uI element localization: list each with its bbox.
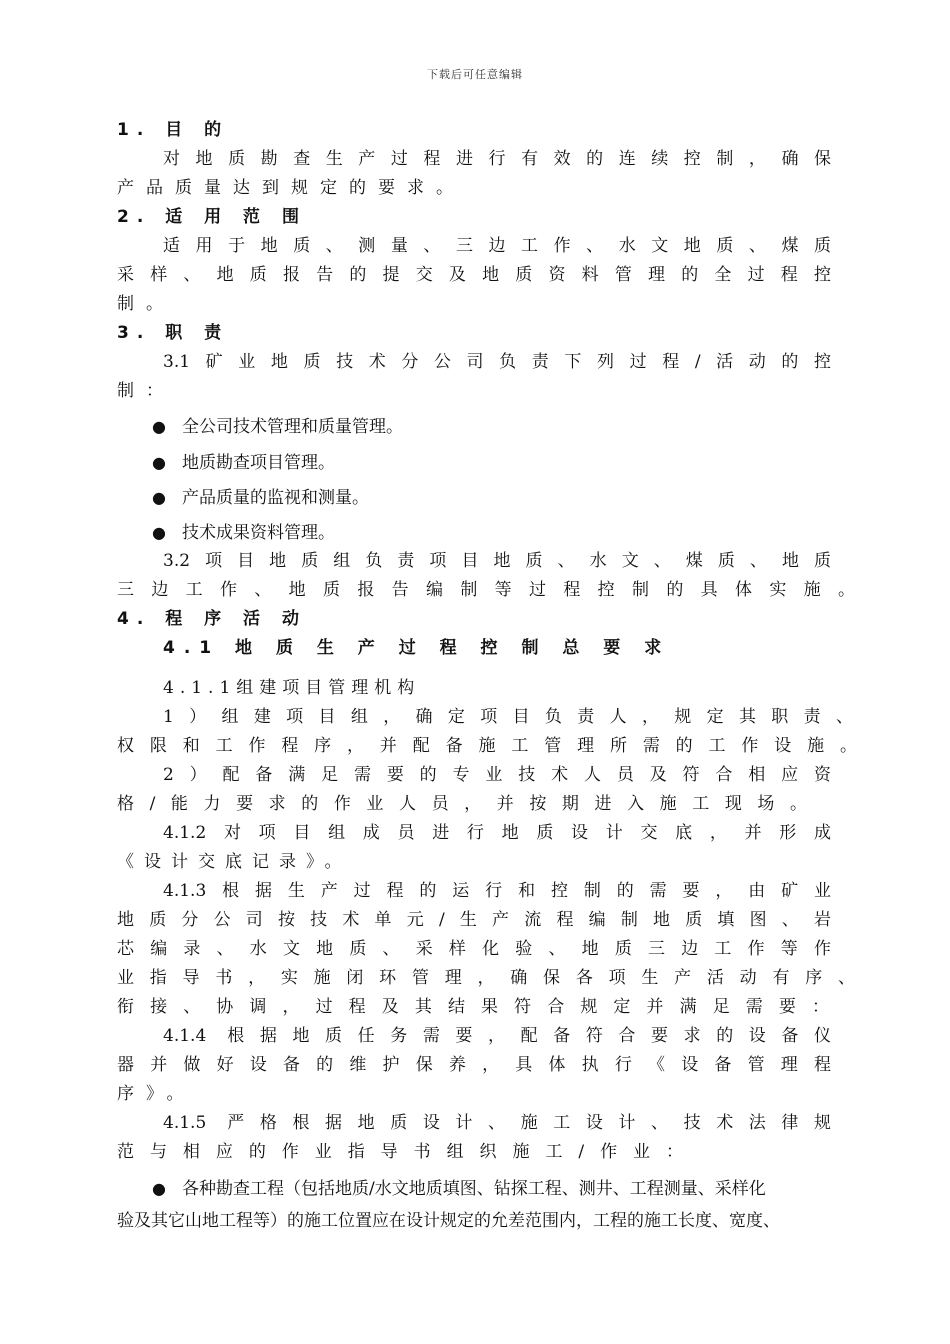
list-item: ● 全公司技术管理和质量管理。 bbox=[152, 417, 403, 437]
paragraph-line: 业指导书，实施闭环管理，确保各项生产活动有序、 bbox=[117, 968, 855, 988]
paragraph-line: 芯编录、水文地质、采样化验、地质三边工作等作 bbox=[117, 939, 831, 959]
paragraph-line: 4.1.3根据生产过程的运行和控制的需要，由矿业 bbox=[163, 881, 831, 901]
paragraph-line: 对地质勘查生产过程进行有效的连续控制，确保 bbox=[163, 149, 831, 169]
paragraph-line: 3.1矿业地质技术分公司负责下列过程/活动的控 bbox=[163, 352, 831, 372]
paragraph-line: 采样、地质报告的提交及地质资料管理的全过程控 bbox=[117, 265, 831, 285]
paragraph-line: 序》。 bbox=[117, 1084, 196, 1104]
paragraph-line: 地质分公司按技术单元/生产流程编制地质填图、岩 bbox=[117, 910, 831, 930]
paragraph-line: 1）组建项目组，确定项目负责人，规定其职责、 bbox=[163, 707, 853, 727]
paragraph-line: 验及其它山地工程等）的施工位置应在设计规定的允差范围内，工程的施工长度、宽度、 bbox=[117, 1211, 780, 1231]
paragraph-line: 适用于地质、测量、三边工作、水文地质、煤质 bbox=[163, 236, 831, 256]
section-2-heading: 2. 适 用 范 围 bbox=[117, 207, 307, 227]
section-4-heading: 4. 程 序 活 动 bbox=[117, 609, 307, 629]
paragraph-line: 衔接、协调，过程及其结果符合规定并满足需要： bbox=[117, 997, 829, 1017]
bullet-icon: ● bbox=[152, 417, 166, 436]
paragraph-line: 三边工作、地质报告编制等过程控制的具体实施。 bbox=[117, 580, 855, 600]
paragraph-line: 3.2项目地质组负责项目地质、水文、煤质、地质 bbox=[163, 551, 831, 571]
paragraph-line: 权限和工作程序，并配备施工管理所需的工作设施。 bbox=[117, 736, 857, 756]
section-4-1-heading: 4.1 地 质 生 产 过 程 控 制 总 要 求 bbox=[163, 638, 671, 658]
bullet-icon: ● bbox=[152, 1179, 166, 1198]
paragraph-line: 制： bbox=[117, 381, 175, 401]
list-item: ● 产品质量的监视和测量。 bbox=[152, 488, 369, 508]
paragraph-line: 2）配备满足需要的专业技术人员及符合相应资 bbox=[163, 765, 831, 785]
bullet-icon: ● bbox=[152, 453, 166, 472]
paragraph-line: 制。 bbox=[117, 294, 175, 314]
page-header: 下载后可任意编辑 bbox=[427, 68, 523, 81]
paragraph-line: 4.1.2对项目组成员进行地质设计交底，并形成 bbox=[163, 823, 831, 843]
paragraph-line: 4.1.1组建项目管理机构 bbox=[163, 678, 421, 698]
list-item: ● 各种勘查工程（包括地质/水文地质填图、钻探工程、测井、工程测量、采样化 bbox=[152, 1179, 766, 1199]
list-item: ● 技术成果资料管理。 bbox=[152, 523, 335, 543]
paragraph-line: 产品质量达到规定的要求。 bbox=[117, 178, 465, 198]
bullet-icon: ● bbox=[152, 523, 166, 542]
paragraph-line: 4.1.5 严格根据地质设计、施工设计、技术法律规 bbox=[163, 1113, 831, 1133]
paragraph-line: 器并做好设备的维护保养，具体执行《设备管理程 bbox=[117, 1055, 831, 1075]
paragraph-line: 《设计交底记录》。 bbox=[117, 852, 352, 872]
section-3-heading: 3. 职 责 bbox=[117, 323, 230, 343]
paragraph-line: 范与相应的作业指导书组织施工/作业： bbox=[117, 1142, 683, 1162]
section-1-heading: 1. 目 的 bbox=[117, 120, 230, 140]
paragraph-line: 格/能力要求的作业人员，并按期进入施工现场。 bbox=[117, 794, 807, 814]
bullet-icon: ● bbox=[152, 488, 166, 507]
list-item: ● 地质勘查项目管理。 bbox=[152, 453, 335, 473]
paragraph-line: 4.1.4 根据地质任务需要，配备符合要求的设备仪 bbox=[163, 1026, 831, 1046]
